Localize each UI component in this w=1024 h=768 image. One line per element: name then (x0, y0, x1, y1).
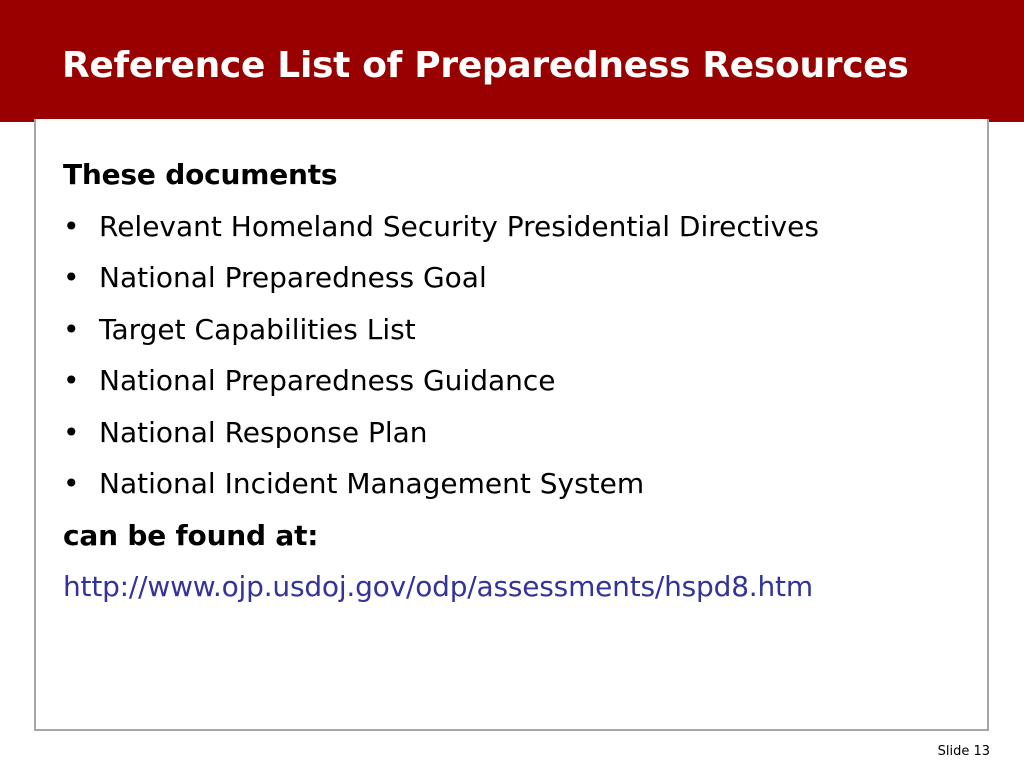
list-item (63, 458, 963, 510)
bullet-icon: • (63, 261, 80, 294)
slide-body (63, 149, 963, 613)
bullet-icon: • (63, 467, 80, 500)
bullet-icon: • (63, 364, 80, 397)
list-item-text: National Incident Management System (99, 467, 645, 500)
slide-number: Slide 13 (937, 744, 990, 759)
list-item-text: National Preparedness Guidance (99, 364, 556, 397)
list-item-text: National Response Plan (99, 415, 428, 449)
slide-title: Reference List of Preparedness Resources (62, 45, 909, 86)
list-item-text: National Preparedness Goal (99, 261, 487, 294)
list-item-text: Relevant Homeland Security Presidential Directives (99, 209, 819, 243)
outro-text: can be found at: (63, 518, 319, 552)
bullet-icon: • (63, 209, 80, 243)
list-item (63, 304, 963, 356)
list-item (63, 252, 963, 304)
bullet-icon: • (63, 415, 80, 449)
list-item-text: Target Capabilities List (99, 312, 416, 346)
bullet-icon: • (63, 312, 80, 346)
list-item (63, 355, 963, 407)
title-bar (0, 0, 1024, 122)
list-item (63, 201, 963, 253)
intro-text: These documents (63, 158, 338, 191)
resource-link[interactable]: http://www.ojp.usdoj.gov/odp/assessments/hspd8.htm (63, 570, 813, 603)
list-item (63, 407, 963, 459)
